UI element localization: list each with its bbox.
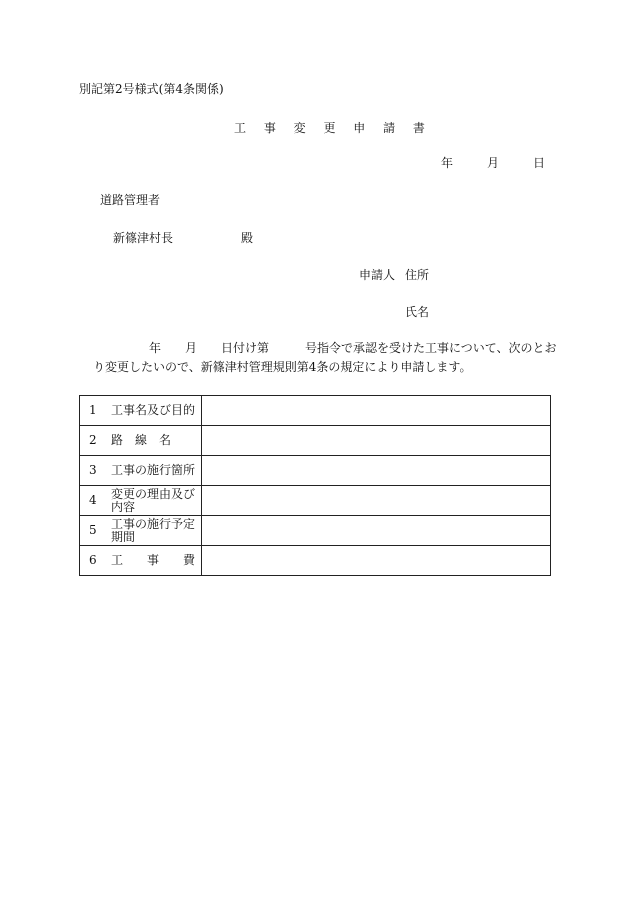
applicant-name-label: 氏名 [405,305,430,319]
body-text-line-2: り変更したいので、新篠津村管理規則第4条の規定により申請します。 [93,360,472,374]
row-value-cell[interactable] [202,516,551,546]
body-text-line-1: 年 月 日付け第 号指令で承認を受けた工事について、次のとお [149,341,557,355]
row-number: 3 [89,463,97,477]
row-label-cell [80,516,202,546]
date-line [441,156,545,170]
row-value-cell[interactable] [202,456,551,486]
addressee-role: 道路管理者 [100,193,161,207]
applicant-label: 申請人 [359,268,396,282]
addressee-honorific: 殿 [241,231,254,245]
row-label: 路 線 名 [111,433,172,447]
table-row [80,456,551,486]
row-label-cell [80,396,202,426]
row-label-cell [80,486,202,516]
row-number: 2 [89,433,97,447]
date-month: 月 [487,156,500,170]
row-label: 工事の施行予定期間 [111,516,196,544]
row-value-cell[interactable] [202,426,551,456]
document-title: 工 事 変 更 申 請 書 [234,121,432,135]
applicant-address-label: 住所 [405,268,430,282]
table-row [80,486,551,516]
row-number: 1 [89,403,97,417]
row-label: 工 事 費 [111,553,196,567]
row-value-cell[interactable] [202,486,551,516]
row-number: 5 [89,523,97,537]
row-number: 4 [89,493,97,507]
row-label: 工事の施行箇所 [111,463,196,477]
table-row [80,546,551,576]
addressee-name: 新篠津村長 [113,231,174,245]
row-label-cell [80,426,202,456]
table-row [80,426,551,456]
date-year: 年 [441,156,454,170]
row-number: 6 [89,553,97,567]
form-reference: 別記第2号様式(第4条関係) [79,82,224,96]
row-value-cell[interactable] [202,396,551,426]
row-label: 工事名及び目的 [111,403,196,417]
table-row [80,396,551,426]
row-value-cell[interactable] [202,546,551,576]
date-day: 日 [533,156,546,170]
table-row [80,516,551,546]
application-table [79,395,551,576]
row-label-cell [80,456,202,486]
row-label: 変更の理由及び内容 [111,486,196,514]
row-label-cell [80,546,202,576]
